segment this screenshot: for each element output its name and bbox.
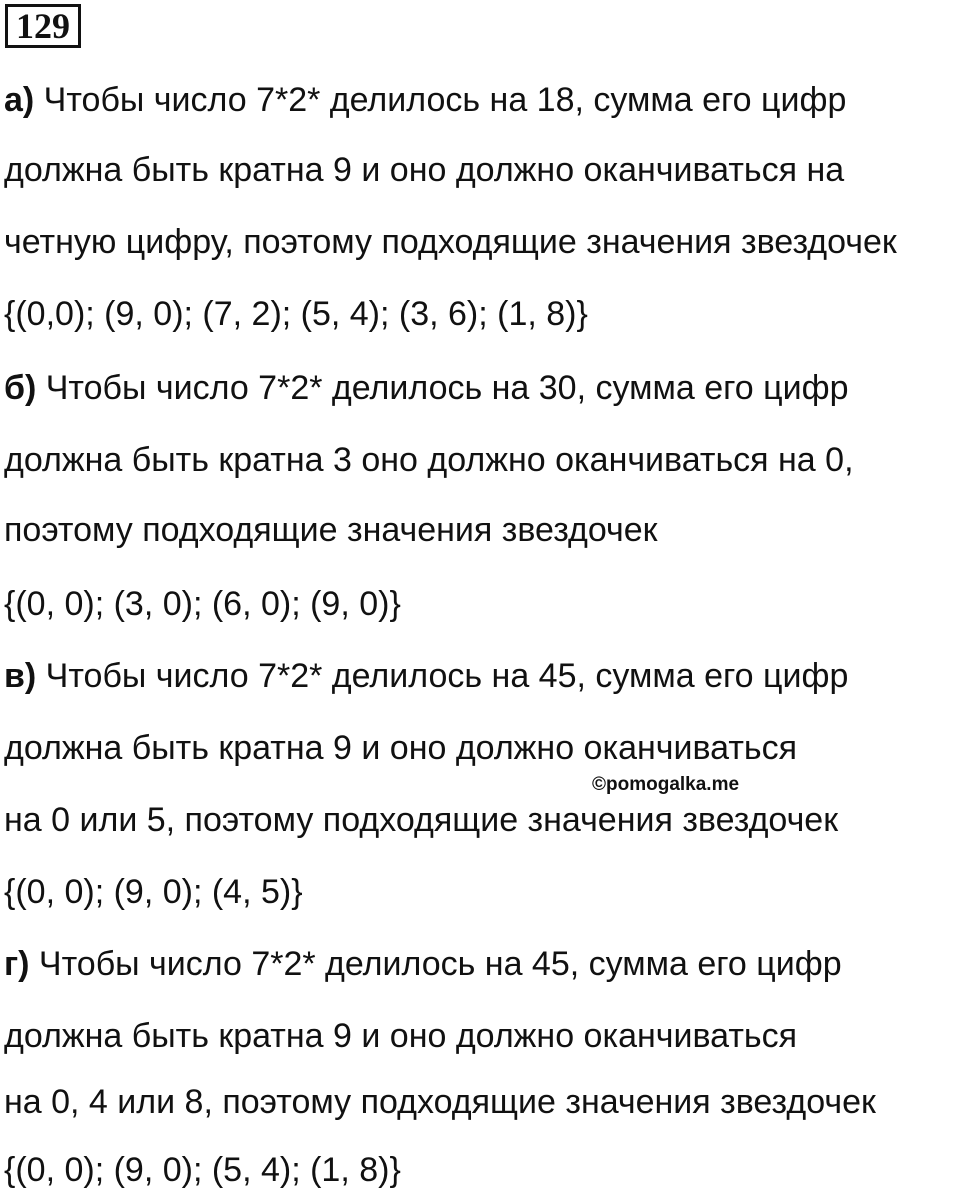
part-g-marker: г): [4, 945, 30, 983]
task-number-box: [5, 4, 81, 48]
part-b-marker: б): [4, 369, 37, 407]
part-v-marker: в): [4, 657, 37, 695]
part-b-text-1: Чтобы число 7*2* делилось на 30, сумма его цифр: [36, 369, 849, 407]
part-b-line-1: [4, 368, 848, 408]
part-v-text-3: на 0 или 5, поэтому подходящие значения звездочек: [4, 801, 839, 839]
task-number: 129: [16, 6, 70, 46]
part-v-line-3: [4, 800, 838, 840]
part-g-line-3: [4, 1082, 876, 1122]
part-v-answer: {(0, 0); (9, 0); (4, 5)}: [4, 873, 303, 911]
part-a-text-2: должна быть кратна 9 и оно должно оканчиваться на: [4, 151, 845, 189]
part-v-text-1: Чтобы число 7*2* делилось на 45, сумма его цифр: [36, 657, 849, 695]
part-a-line-1: [4, 80, 846, 120]
part-a-text-3: четную цифру, поэтому подходящие значения звездочек: [4, 223, 897, 261]
part-a-answer: {(0,0); (9, 0); (7, 2); (5, 4); (3, 6); (1, 8)}: [4, 295, 588, 333]
part-v-line-1: [4, 656, 848, 696]
part-g-text-3: на 0, 4 или 8, поэтому подходящие значения звездочек: [4, 1083, 876, 1121]
part-b-text-2: должна быть кратна 3 оно должно оканчиваться на 0,: [4, 441, 854, 479]
part-b-answer: {(0, 0); (3, 0); (6, 0); (9, 0)}: [4, 585, 401, 623]
part-b-line-3: [4, 510, 658, 550]
part-g-text-1: Чтобы число 7*2* делилось на 45, сумма его цифр: [29, 945, 842, 983]
part-g-line-4: [4, 1150, 401, 1190]
part-a-text-1: Чтобы число 7*2* делилось на 18, сумма его цифр: [34, 81, 847, 119]
part-b-text-3: поэтому подходящие значения звездочек: [4, 511, 658, 549]
part-b-line-2: [4, 440, 854, 480]
part-g-line-2: [4, 1016, 797, 1056]
part-a-line-4: [4, 294, 588, 334]
part-g-answer: {(0, 0); (9, 0); (5, 4); (1, 8)}: [4, 1151, 401, 1189]
part-g-text-2: должна быть кратна 9 и оно должно оканчиваться: [4, 1017, 798, 1055]
part-b-line-4: [4, 584, 401, 624]
part-g-line-1: [4, 944, 842, 984]
part-v-line-4: [4, 872, 303, 912]
watermark: ©pomogalka.me: [592, 774, 740, 795]
part-v-line-2: [4, 728, 797, 768]
part-a-line-3: [4, 222, 897, 262]
part-v-text-2: должна быть кратна 9 и оно должно оканчиваться: [4, 729, 798, 767]
part-a-marker: а): [4, 81, 35, 119]
part-a-line-2: [4, 150, 844, 190]
